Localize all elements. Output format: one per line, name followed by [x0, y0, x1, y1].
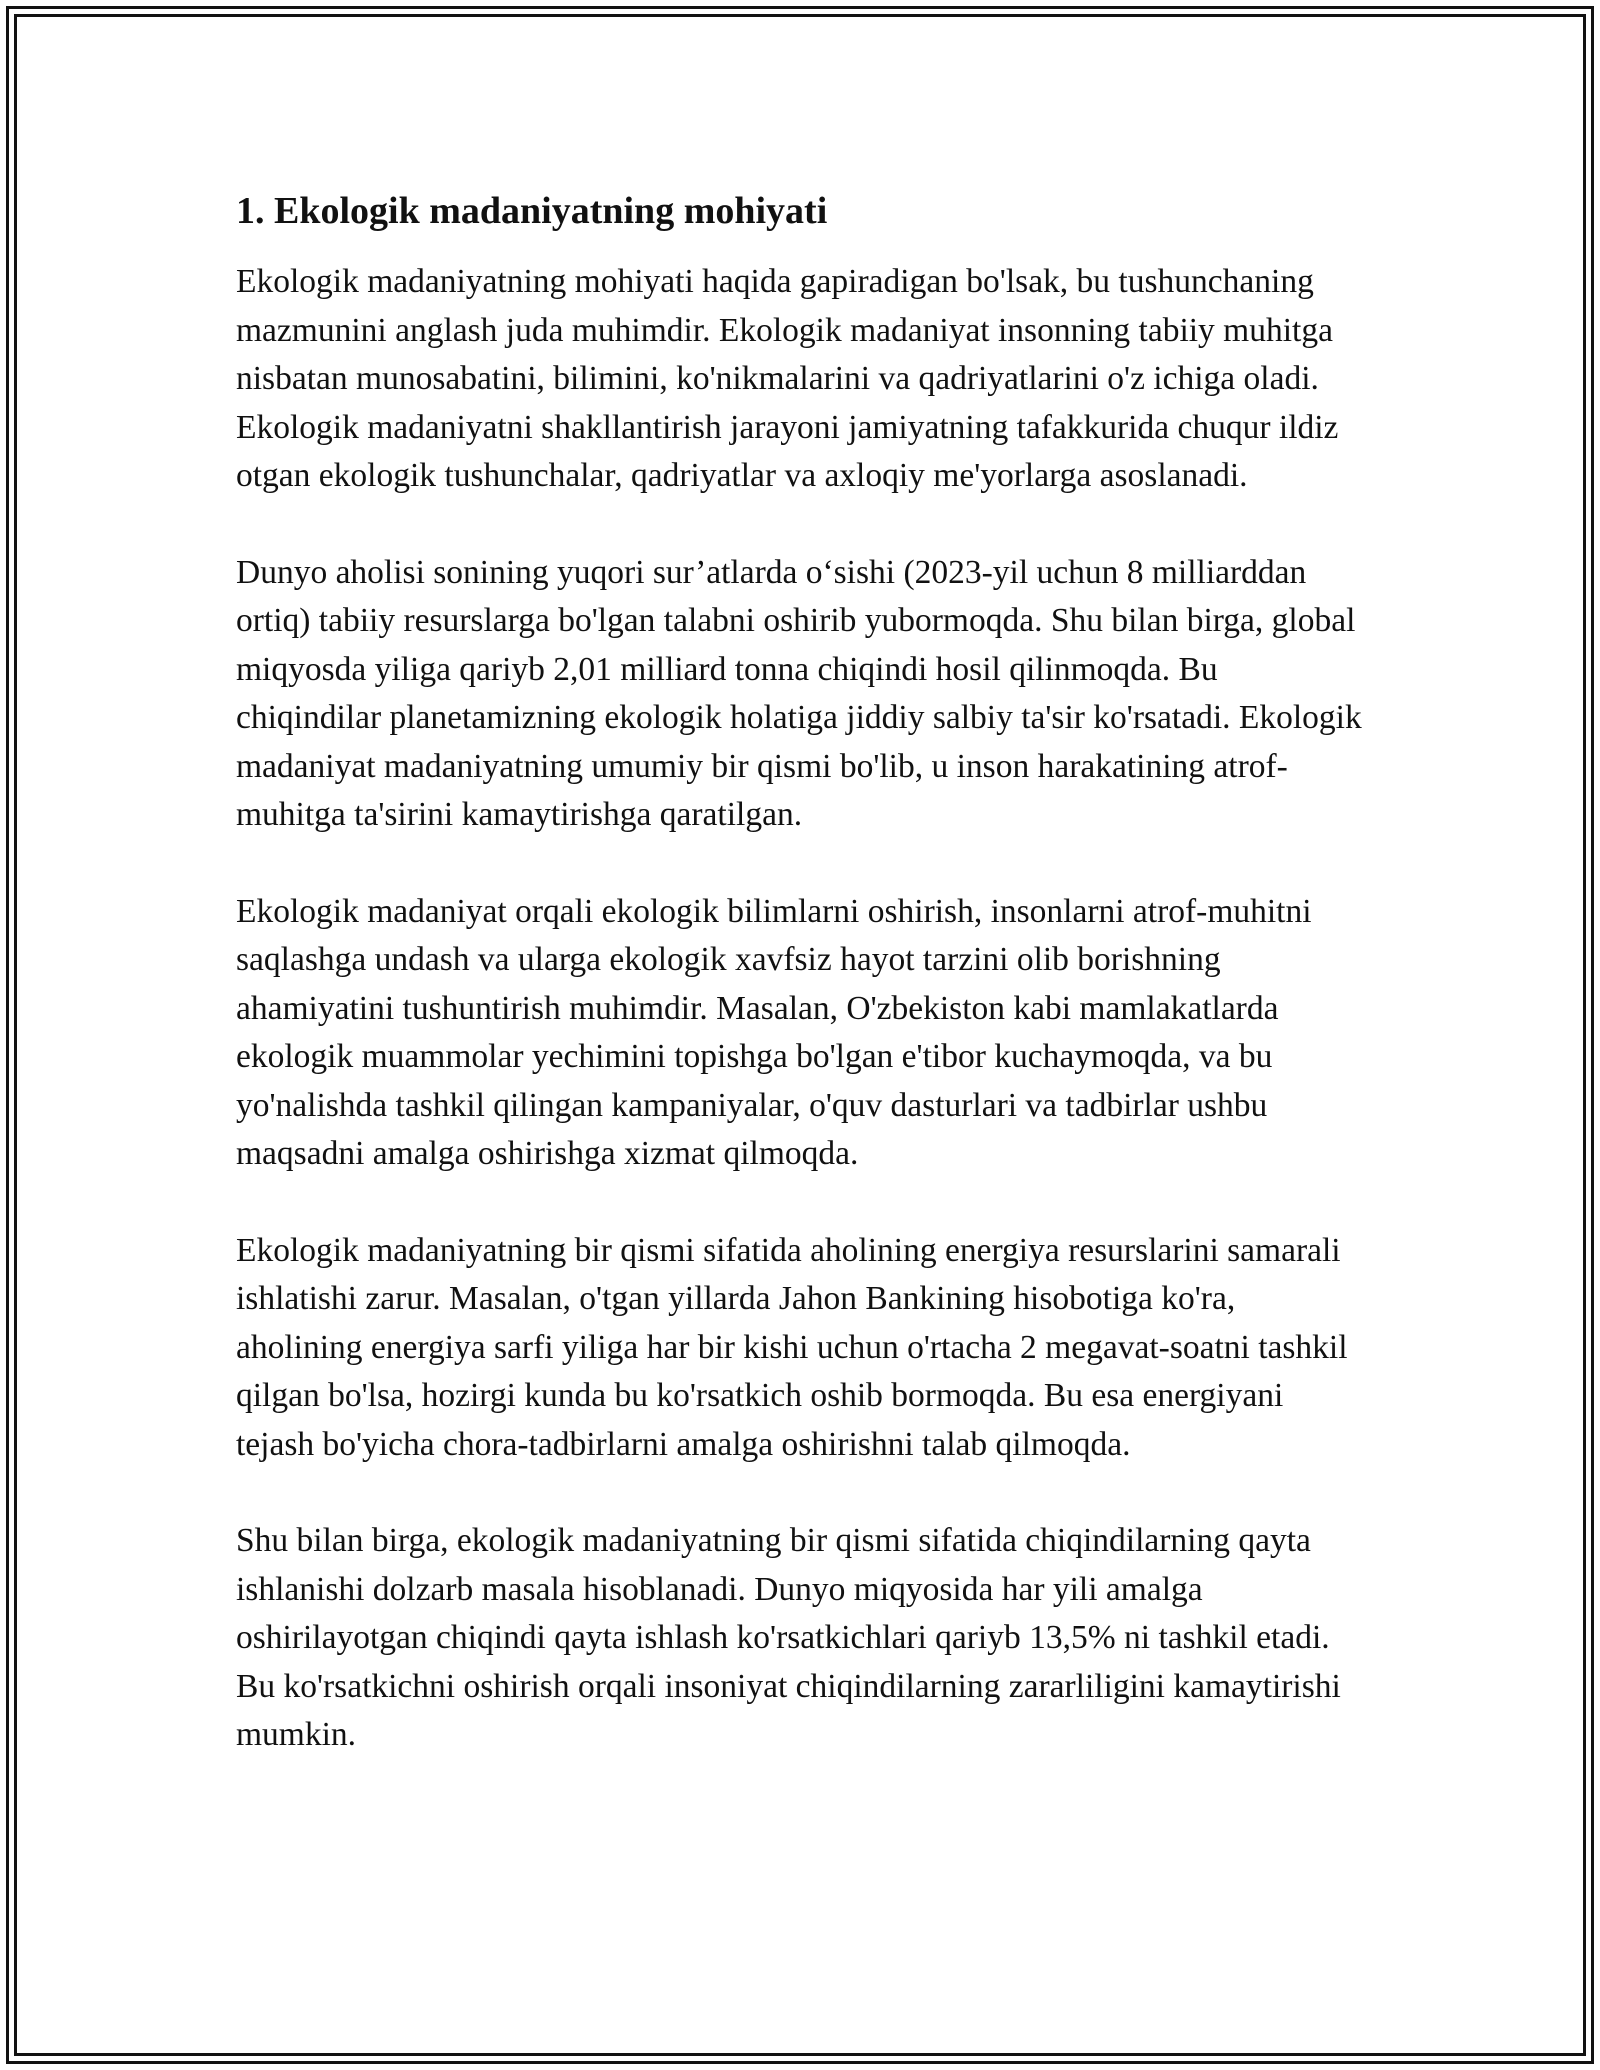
- document-body: [236, 186, 1366, 1808]
- section-heading: 1. Ekologik madaniyatning mohiyati: [236, 190, 828, 232]
- paragraph-2: Dunyo aholisi sonining yuqori sur’atlarda o‘sishi (2023-yil uchun 8 milliarddan ortiq) tabiiy resurslarga bo'lgan talabni oshirib yubormoqda. Shu bilan birga, global miqyosda yiliga qariyb 2,01 milliard tonna chiqindi hosil qilinmoqda. Bu chiqindilar planetamizning ekologik holatiga jiddiy salbiy ta'sir ko'rsatadi. Ekologik madaniyat madaniyatning umumiy bir qismi bo'lib, u inson harakatining atrof-muhitga ta'sirini kamaytirishga qaratilgan.: [236, 553, 1362, 833]
- paragraph-5: Shu bilan birga, ekologik madaniyatning bir qismi sifatida chiqindilarning qayta ishlanishi dolzarb masala hisoblanadi. Dunyo miqyosida har yili amalga oshirilayotgan chiqindi qayta ishlash ko'rsatkichlari qariyb 13,5% ni tashkil etadi. Bu ko'rsatkichni oshirish orqali insoniyat chiqindilarning zararliligini kamaytirishi mumkin.: [236, 1522, 1341, 1753]
- paragraph-1: Ekologik madaniyatning mohiyati haqida gapiradigan bo'lsak, bu tushunchaning mazmunini anglash juda muhimdir. Ekologik madaniyat insonning tabiiy muhitga nisbatan munosabatini, bilimini, ko'nikmalarini va qadriyatlarini o'z ichiga oladi. Ekologik madaniyatni shakllantirish jarayoni jamiyatning tafakkurida chuqur ildiz otgan ekologik tushunchalar, qadriyatlar va axloqiy me'yorlarga asoslanadi.: [236, 263, 1339, 494]
- paragraph-4: Ekologik madaniyatning bir qismi sifatida aholining energiya resurslarini samarali ishlatishi zarur. Masalan, o'tgan yillarda Jahon Bankining hisobotiga ko'ra, aholining energiya sarfi yiliga har bir kishi uchun o'rtacha 2 megavat-soatni tashkil qilgan bo'lsa, hozirgi kunda bu ko'rsatkich oshib bormoqda. Bu esa energiyani tejash bo'yicha chora-tadbirlarni amalga oshirishni talab qilmoqda.: [236, 1231, 1348, 1463]
- paragraph-3: Ekologik madaniyat orqali ekologik bilimlarni oshirish, insonlarni atrof-muhitni saqlashga undash va ularga ekologik xavfsiz hayot tarzini olib borishning ahamiyatini tushuntirish muhimdir. Masalan, O'zbekiston kabi mamlakatlarda ekologik muammolar yechimini topishga bo'lgan e'tibor kuchaymoqda, va bu yo'nalishda tashkil qilingan kampaniyalar, o'quv dasturlari va tadbirlar ushbu maqsadni amalga oshirishga xizmat qilmoqda.: [236, 892, 1312, 1172]
